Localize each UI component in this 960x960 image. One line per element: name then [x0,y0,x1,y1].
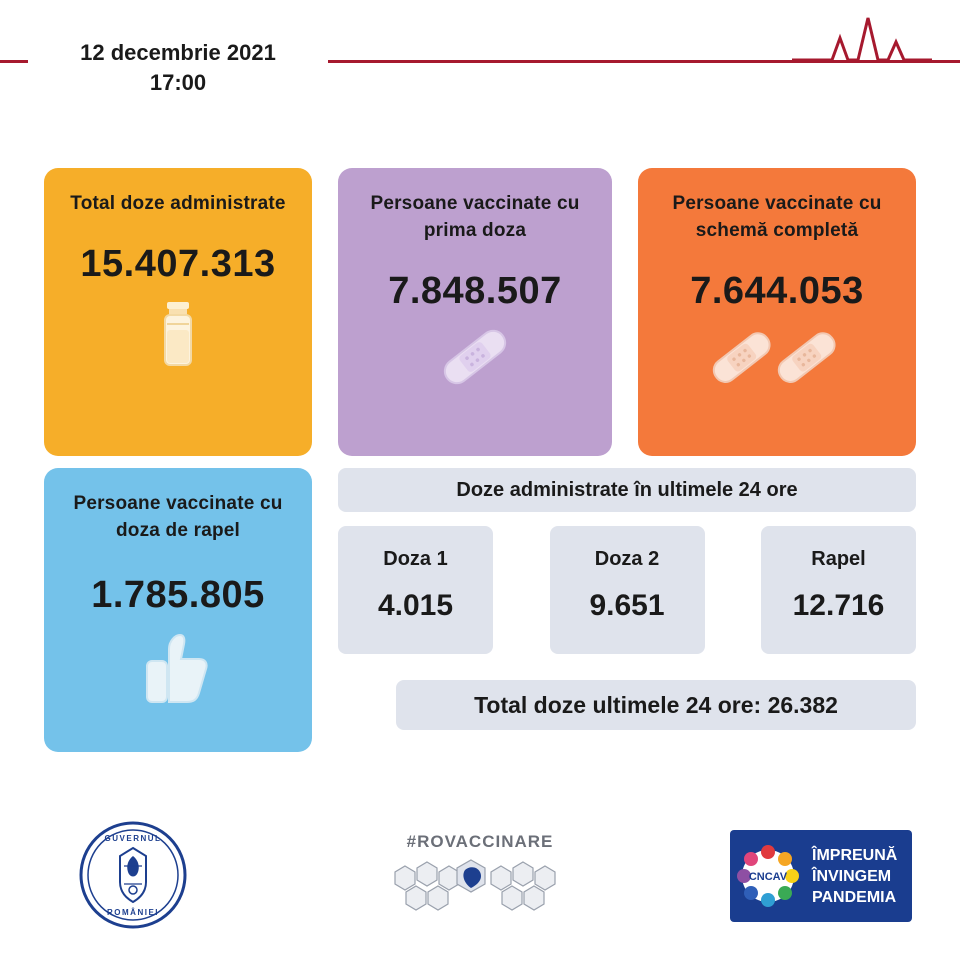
last-24h-box-dose1-label: Doza 1 [383,548,448,570]
cncav-slogan-line3: PANDEMIA [812,888,897,906]
card-booster-dose-title: Persoane vaccinate cu doza de rapel [73,493,283,541]
ecg-line-icon [792,8,932,68]
card-total-doses [44,168,312,456]
card-total-doses-title: Total doze administrate [70,193,286,214]
cncav-slogan [812,845,897,908]
government-logo-bottom-text: ROMÂNIEI [107,908,159,917]
card-full-scheme-title: Persoane vaccinate cu schemă completă [672,193,882,241]
card-first-dose-value: 7.848.507 [388,270,562,312]
last-24h-box-booster-label: Rapel [811,548,866,570]
card-total-doses-value: 15.407.313 [80,243,276,285]
last-24h-box-dose1-value: 4.015 [377,589,454,622]
last-24h-box-dose2-label: Doza 2 [594,548,660,570]
last-24h-boxes [338,526,916,654]
last-24h-box-booster [761,526,916,654]
header-time: 17:00 [149,70,207,95]
last-24h-box-dose2 [550,526,705,654]
card-first-dose [338,168,612,456]
cncav-logo [730,830,912,922]
last-24h-box-dose1 [338,526,493,654]
svg-text:CNCAV: CNCAV [748,871,788,883]
last-24h-box-booster-value: 12.716 [792,589,885,622]
card-booster-dose [44,468,312,752]
footer-logos [0,810,960,940]
card-full-scheme-value: 7.644.053 [690,270,864,312]
cncav-slogan-line1: ÎMPREUNĂ [812,846,898,864]
card-full-scheme [638,168,916,456]
rovaccinare-title: #ROVACCINARE [406,832,554,851]
header-date: 12 decembrie 2021 [80,40,276,65]
last-24h-box-dose2-value: 9.651 [589,589,665,622]
double-bandage-icon [648,327,906,405]
vaccine-vial-icon [54,300,302,378]
last-24h-header: Doze administrate în ultimele 24 ore [338,468,916,512]
header-datetime [28,34,328,102]
card-first-dose-title: Persoane vaccinate cu prima doza [370,193,580,241]
hexagon-cluster-icon [385,856,575,918]
government-logo-top-text: GUVERNUL [104,834,162,843]
last-24h-total: Total doze ultimele 24 ore: 26.382 [396,680,916,730]
card-booster-dose-value: 1.785.805 [91,574,265,616]
cncav-slogan-line2: ÎNVINGEM [812,867,892,885]
last-24h-panel [338,468,916,752]
header [0,0,960,125]
single-bandage-icon [348,327,602,405]
government-logo [78,820,188,930]
thumbs-up-icon [54,631,302,709]
rovaccinare-logo [385,832,575,922]
cncav-circle-icon [730,838,806,914]
